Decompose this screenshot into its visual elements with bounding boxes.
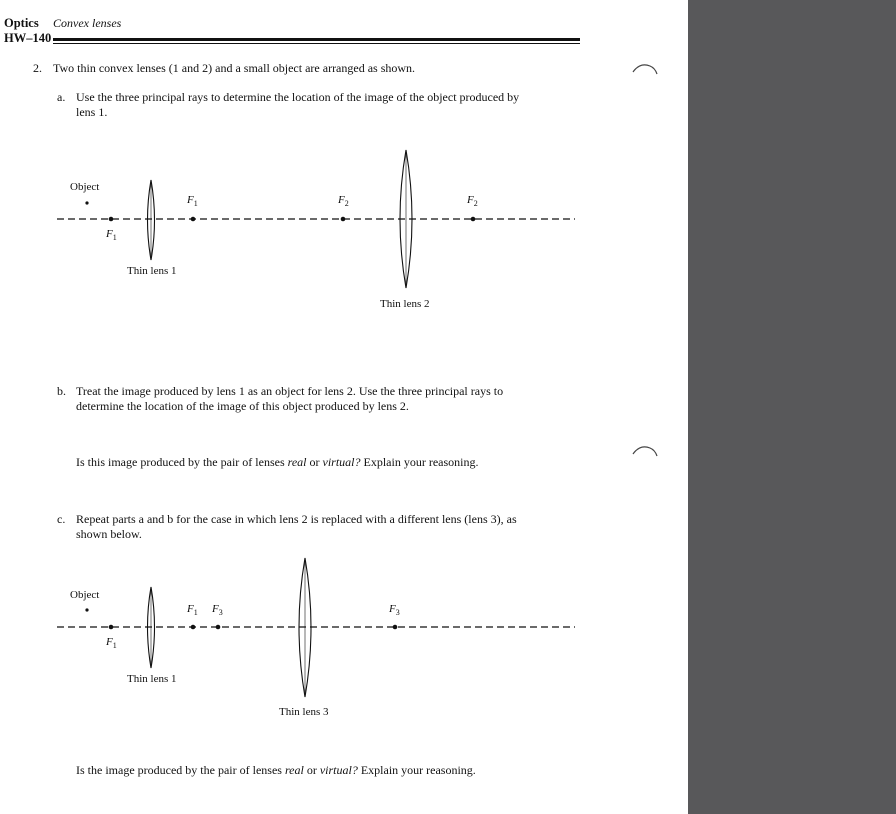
focal-point-f1-left-2 [109,625,114,630]
f2-label-right: $F_2$ [467,194,478,209]
thin-lens-1-label: Thin lens 1 [127,265,177,277]
margin-mark-icon [630,60,660,76]
focal-point-f1-right-2 [191,625,196,630]
f3-label-left: $F_3$ [212,603,223,618]
f1-label-left: $F_1$ [106,228,117,243]
page-title: Convex lenses [53,16,122,30]
part-c-letter: c. [57,512,66,526]
problem-intro: Two thin convex lenses (1 and 2) and a small object are arranged as shown. [53,61,416,75]
part-a-text-line2: lens 1. [76,105,108,119]
part-b-question: Is this image produced by the pair of lenses real or virtual? Explain your reasoning. [76,455,479,469]
part-c-text-line1: Repeat parts a and b for the case in which lens 2 is replaced with a different lens (lens 3), as [76,512,517,526]
gray-background-panel [688,0,896,814]
thin-lens-2-label: Thin lens 2 [380,298,430,310]
part-c-question: Is the image produced by the pair of lenses real or virtual? Explain your reasoning. [76,763,476,777]
margin-mark-icon [630,442,660,458]
thin-lens-3-label: Thin lens 3 [279,706,329,718]
object-label-1: Object [70,181,100,193]
page-code: HW–140 [4,31,52,45]
part-b-text-line2: determine the location of the image of this object produced by lens 2. [76,399,409,413]
part-a-text-line1: Use the three principal rays to determine the location of the image of the object produced by [76,90,520,104]
focal-point-f3-left [216,625,221,630]
object-label-2: Object [70,589,100,601]
f2-label-left: $F_2$ [338,194,349,209]
f1-label-right: $F_1$ [187,194,198,209]
thin-lens-1-label-2: Thin lens 1 [127,673,177,685]
part-b-text-line1: Treat the image produced by lens 1 as an object for lens 2. Use the three principal rays to [76,384,504,398]
object-point-2 [85,608,88,611]
focal-point-f3-right [393,625,398,630]
part-a-letter: a. [57,90,66,104]
f3-label-right: $F_3$ [389,603,400,618]
f1-label-right-2: $F_1$ [187,603,198,618]
f1-label-left-2: $F_1$ [106,636,117,651]
subject-label: Optics [4,16,39,30]
part-b-letter: b. [57,384,66,398]
part-c-text-line2: shown below. [76,527,142,541]
problem-number: 2. [33,61,42,75]
